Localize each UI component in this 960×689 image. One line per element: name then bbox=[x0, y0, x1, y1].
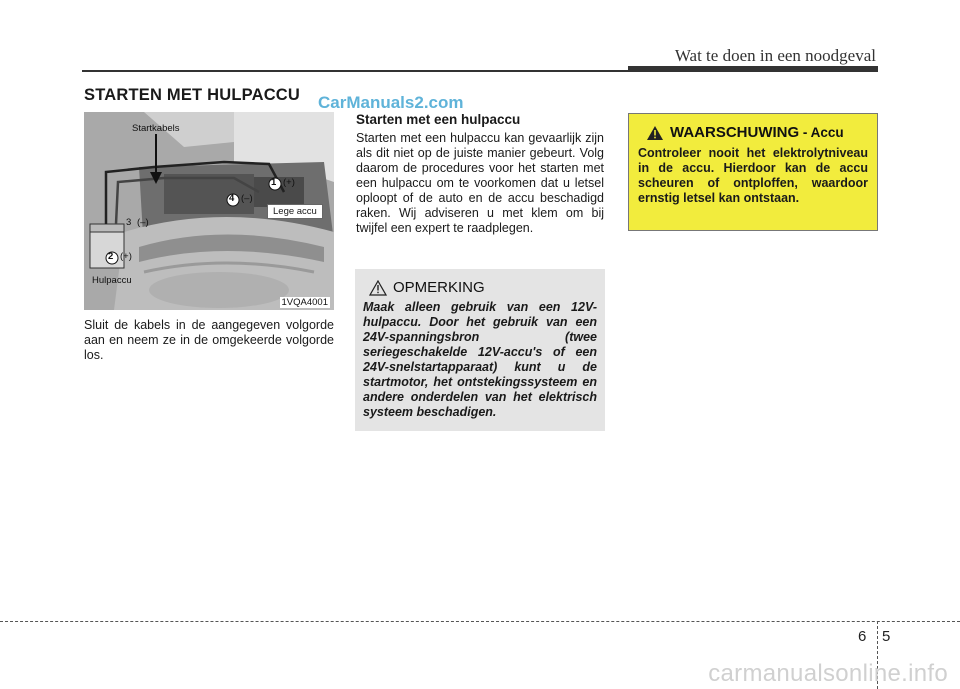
marker-2: 2 bbox=[108, 251, 114, 262]
caution-icon bbox=[369, 280, 387, 296]
marker-4: 4 bbox=[229, 193, 235, 204]
sign-minus-3: (–) bbox=[137, 217, 149, 228]
label-lege-accu: Lege accu bbox=[267, 204, 323, 219]
watermark-top: CarManuals2.com bbox=[318, 93, 464, 112]
label-hulpaccu: Hulpaccu bbox=[92, 275, 132, 286]
chapter-number: 6 bbox=[858, 628, 867, 645]
warning-icon bbox=[646, 125, 664, 141]
footer-rule bbox=[0, 621, 960, 622]
marker-1: 1 bbox=[271, 177, 277, 188]
sign-minus-4: (–) bbox=[241, 193, 253, 204]
section-title: STARTEN MET HULPACCU bbox=[84, 86, 301, 104]
note-text: Maak alleen gebruik van een 12V-hulpaccu. Door het gebruik van een 24V-spanningsbron (twee seriegeschakelde 12V-accu's of een 24V-snelstartapparaat) kunt u de startmotor, het ontstekingssysteem en andere onderdelen van het elektrisch systeem beschadigen. bbox=[363, 300, 597, 419]
warning-text: Controleer nooit het elektrolytniveau in de accu. Hierdoor kan de accu scheuren of ontploffen, waardoor ernstig letsel kan ontstaan. bbox=[638, 146, 868, 205]
page-number: 5 bbox=[882, 628, 891, 645]
warning-header bbox=[646, 124, 868, 141]
header-rule-accent bbox=[628, 66, 878, 72]
note-title: OPMERKING bbox=[393, 279, 485, 296]
warning-title bbox=[670, 124, 844, 141]
note-box bbox=[355, 269, 605, 431]
warning-title-sub: - Accu bbox=[799, 125, 844, 140]
marker-3: 3 bbox=[126, 217, 132, 228]
left-paragraph: Sluit de kabels in de aangegeven volgorde aan en neem ze in de omgekeerde volgorde los. bbox=[84, 318, 334, 362]
label-startkabels: Startkabels bbox=[132, 123, 180, 134]
watermark-bottom: carmanualsonline.info bbox=[708, 660, 948, 687]
note-header bbox=[369, 279, 597, 296]
warning-title-main: WAARSCHUWING bbox=[670, 124, 800, 141]
chapter-title: Wat te doen in een noodgeval bbox=[674, 46, 876, 65]
subsection-heading: Starten met een hulpaccu bbox=[356, 112, 521, 127]
sign-plus-1: (+) bbox=[283, 177, 295, 188]
warning-box bbox=[628, 113, 878, 231]
sign-plus-2: (+) bbox=[120, 251, 132, 262]
jump-start-figure bbox=[84, 112, 334, 310]
figure-code: 1VQA4001 bbox=[281, 297, 328, 308]
middle-paragraph: Starten met een hulpaccu kan gevaarlijk zijn als dit niet op de juiste manier gebeurt. Volg daarom de procedures voor het starten met een hulpaccu om te voorkomen dat u letsel oploopt of de auto en de accu beschadigd raken. Wij adviseren u met klem om bij twijfel een expert te raadplegen. bbox=[356, 131, 604, 235]
